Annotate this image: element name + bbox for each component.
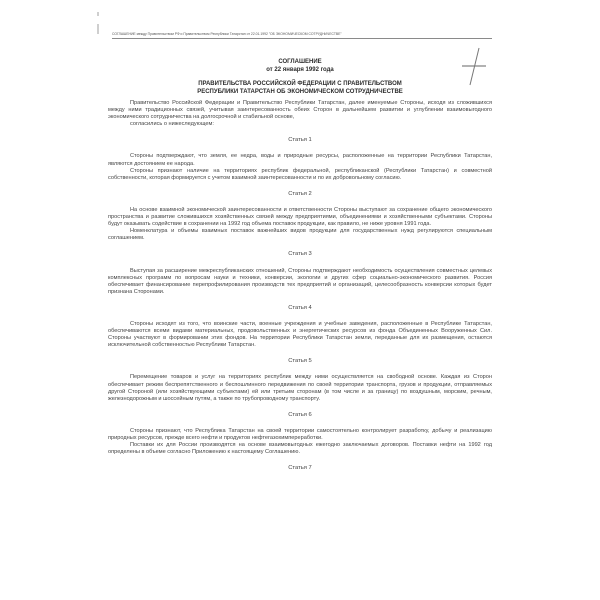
preamble-paragraph: согласились о нижеследующем:: [130, 121, 214, 128]
article-4-paragraph: Стороны исходят из того, что воинские части, военные учреждения и учебные заведения, расположенные в Республике Татарстан, обеспечиваются всеми видами материальных, продовольственных и энергетических ресурсов из фонда Объединенных Вооруженных Сил. Стороны участвуют в формировании этих фондов. На территории Республики Татарстан земли, переданные для их размещения, остаются исключительной собственностью Республики Татарстан.: [108, 320, 492, 349]
document-body: [108, 100, 492, 481]
subtitle-line: ПРАВИТЕЛЬСТВА РОССИЙСКОЙ ФЕДЕРАЦИИ С ПРАВИТЕЛЬСТВОМ: [198, 81, 402, 87]
article-6-paragraph: Стороны признают, что Республика Татарстан на своей территории самостоятельно контролирует разработку, добычу и реализацию природных ресурсов, прежде всего нефти и продуктов нефтегазохимпереработки.: [108, 427, 492, 441]
article-5-title: Статья 5: [288, 358, 312, 365]
article-5-paragraph: Перемещение товаров и услуг на территориях республик между ними осуществляется на свободной основе. Каждая из Сторон обеспечивает режим беспрепятственного и беспошлинного передвижения по своей территории транспорта, грузов и продукции, отправляемых другой Стороной (или хозяйствующими субъектами) ей или третьим сторонам (в том числе и за границу) по воздушным, морским, речным, железнодорожным и шоссейным путям, а также по трубопроводному транспорту.: [108, 374, 492, 402]
running-header: СОГЛАШЕНИЕ между Правительством РФ и Правительством Республики Татарстан от 22.01.1992 "ОБ ЭКОНОМИЧЕСКОМ СОТРУДНИЧЕСТВЕ": [112, 32, 342, 36]
document-title: [100, 58, 500, 74]
title-date: от 22 января 1992 года: [266, 67, 334, 73]
scan-artifact: [97, 12, 99, 16]
article-1-title: Статья 1: [288, 137, 312, 144]
article-6-paragraph: Поставки их для России производятся на основе взаимовыгодных ежегодно заключаемых договоров. Поставки нефти на 1992 год определены в объеме согласно Приложению к настоящему Соглашению.: [108, 442, 492, 456]
document-subtitle: [100, 80, 500, 96]
title-line: СОГЛАШЕНИЕ: [278, 59, 322, 65]
article-3-title: Статья 3: [288, 251, 312, 258]
preamble-paragraph: Правительство Российской Федерации и Правительство Республики Татарстан, далее именуемые Стороны, исходя из сложившихся между ними традиционных связей, учитывая заинтересованность обеих Сторон в дальнейшем развитии и углублении взаимовыгодного экономического сотрудничества на долгосрочной и стабильной основе,: [108, 100, 492, 121]
article-1-paragraph: Стороны подтверждают, что земля, ее недра, воды и природные ресурсы, расположенные на территории Республики Татарстан, являются достоянием ее народа.: [108, 153, 492, 167]
article-4-title: Статья 4: [288, 304, 312, 311]
header-rule: [112, 38, 492, 39]
article-7-title: Статья 7: [288, 465, 312, 472]
subtitle-line: РЕСПУБЛИКИ ТАТАРСТАН ОБ ЭКОНОМИЧЕСКОМ СОТРУДНИЧЕСТВЕ: [197, 89, 403, 95]
scan-artifact: [97, 24, 99, 34]
article-2-paragraph: На основе взаимной экономической заинтересованности и ответственности Стороны выступают за сохранение общего экономического пространства и развитие сложившихся хозяйственных связей между предприятиями, объединениями и хозяйственными субъектами. Стороны будут оказывать содействие в сохранении на 1992 год объема поставок продукции, как правило, не ниже уровня 1991 года.: [108, 206, 492, 228]
article-2-title: Статья 2: [288, 190, 312, 197]
article-6-title: Статья 6: [288, 411, 312, 418]
article-3-paragraph: Выступая за расширение межреспубликанских отношений, Стороны подтверждают необходимость осуществления совместных целевых комплексных программ по вопросам науки и техники, конверсии, экологии и других сфер социально-экономического развития. Россия обеспечивает финансирование перепрофилирования производств тех предприятий и организаций, целесообразность конверсии которых будет признана Сторонами.: [108, 267, 492, 295]
article-2-paragraph: Номенклатура и объемы взаимных поставок важнейших видов продукции для государственных нужд регулируются специальным соглашением.: [108, 228, 492, 242]
article-1-paragraph: Стороны признают наличие на территориях республик федеральной, республиканской (Республики Татарстан) и совместной собственности, которая формируется с учетом взаимной заинтересованности и по их добровольному согласию.: [108, 167, 492, 181]
